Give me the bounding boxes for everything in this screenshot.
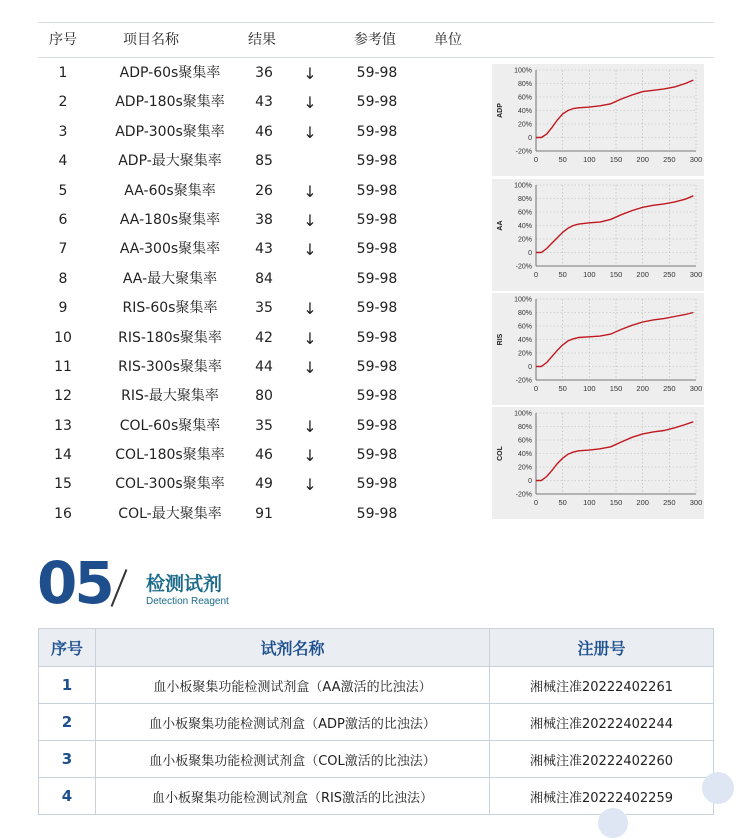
y-tick-label: -20% (515, 377, 532, 385)
result-no: 7 (58, 241, 68, 258)
low-flag-icon: ↓ (303, 64, 317, 83)
reagent-name: 血小板聚集功能检测试剂盒（RIS激活的比浊法） (96, 778, 490, 815)
result-value: 46 (255, 447, 273, 464)
section-subtitle: Detection Reagent (146, 596, 229, 607)
y-tick-label: -20% (515, 263, 532, 271)
result-no: 15 (54, 476, 72, 493)
x-tick-label: 0 (533, 498, 539, 507)
reagent-reg-no: 湘械注准20222402261 (490, 667, 714, 704)
result-name: ADP-60s聚集率 (119, 65, 221, 81)
result-ref: 59-98 (356, 270, 398, 287)
result-value: 36 (255, 65, 273, 81)
x-tick-label: 0 (533, 270, 539, 279)
result-no: 14 (54, 447, 72, 464)
result-name: RIS-最大聚集率 (121, 388, 219, 405)
decor-circle (702, 772, 734, 804)
x-tick-label: 200 (636, 498, 649, 507)
result-value: 35 (255, 417, 273, 434)
result-no: 8 (58, 270, 68, 287)
section-title: 检测试剂 (146, 573, 223, 595)
result-ref: 59-98 (356, 182, 398, 199)
reagent-no: 1 (39, 667, 96, 704)
result-ref: 59-98 (356, 153, 398, 170)
result-name: AA-最大聚集率 (122, 270, 218, 287)
result-value: 42 (255, 329, 273, 346)
x-tick-label: 150 (609, 498, 623, 507)
result-row (38, 382, 488, 411)
low-flag-icon: ↓ (303, 93, 317, 113)
x-tick-label: 50 (558, 155, 567, 164)
reagent-no: 4 (39, 778, 96, 815)
result-name: RIS-300s聚集率 (118, 358, 222, 375)
x-tick-label: 300 (689, 270, 703, 279)
x-tick-label: 250 (663, 384, 676, 393)
low-flag-icon: ↓ (303, 357, 317, 377)
aggregation-chart (492, 179, 704, 291)
result-no: 1 (58, 65, 68, 81)
header-no: 序号 (49, 32, 77, 48)
result-ref: 59-98 (356, 65, 398, 81)
x-tick-label: 150 (609, 155, 623, 164)
result-row (38, 324, 488, 353)
reagent-header-name: 试剂名称 (96, 629, 490, 667)
y-tick-label: 20% (517, 236, 532, 244)
x-tick-label: 50 (558, 498, 567, 507)
x-tick-label: 100 (583, 498, 596, 507)
result-value: 85 (255, 153, 273, 170)
y-tick-label: 0 (528, 250, 532, 257)
y-tick-label: -20% (515, 148, 532, 156)
x-tick-label: 200 (636, 270, 649, 279)
result-value: 44 (255, 358, 273, 375)
decor-circle (598, 808, 628, 838)
y-tick-label: 40% (517, 108, 532, 115)
result-no: 4 (58, 153, 68, 170)
result-ref: 59-98 (356, 329, 398, 346)
result-name: RIS-180s聚集率 (118, 329, 222, 346)
y-tick-label: 100% (514, 67, 532, 75)
y-tick-label: 60% (517, 94, 532, 102)
x-tick-label: 300 (689, 498, 703, 507)
y-tick-label: 60% (517, 437, 532, 445)
result-ref: 59-98 (356, 417, 398, 434)
y-tick-label: 100% (514, 410, 532, 418)
result-row (38, 353, 488, 382)
x-tick-label: 300 (689, 155, 703, 164)
result-no: 2 (58, 94, 68, 111)
y-tick-label: 60% (517, 209, 532, 217)
reagent-name: 血小板聚集功能检测试剂盒（ADP激活的比浊法） (96, 704, 490, 741)
low-flag-icon: ↓ (303, 181, 317, 201)
y-tick-label: 0 (528, 478, 532, 485)
reagent-no: 2 (39, 704, 96, 741)
result-no: 10 (54, 329, 72, 346)
x-tick-label: 200 (636, 155, 649, 164)
x-tick-label: 50 (558, 384, 567, 393)
x-tick-label: 200 (636, 384, 649, 393)
x-tick-label: 50 (558, 270, 567, 279)
result-row (38, 412, 488, 441)
section-divider (111, 569, 128, 607)
y-tick-label: 40% (517, 451, 532, 458)
result-name: ADP-最大聚集率 (118, 153, 222, 170)
result-name: RIS-60s聚集率 (122, 300, 218, 317)
y-axis-label: ADP (497, 103, 504, 118)
reagent-name: 血小板聚集功能检测试剂盒（COL激活的比浊法） (96, 741, 490, 778)
result-ref: 59-98 (356, 211, 398, 228)
y-axis-label: RIS (497, 333, 504, 346)
result-row (38, 470, 488, 499)
result-ref: 59-98 (356, 476, 398, 493)
result-ref: 59-98 (356, 358, 398, 375)
low-flag-icon: ↓ (303, 416, 317, 436)
reagent-reg-no: 湘械注准20222402244 (490, 704, 714, 741)
result-row (38, 177, 488, 206)
result-no: 16 (54, 505, 72, 522)
x-tick-label: 250 (663, 498, 676, 507)
result-no: 13 (54, 417, 72, 434)
series-line (536, 196, 693, 253)
reagent-row (39, 704, 714, 741)
y-tick-label: 40% (517, 223, 532, 230)
x-tick-label: 100 (583, 270, 596, 279)
result-name: AA-60s聚集率 (124, 182, 216, 199)
x-tick-label: 100 (583, 384, 596, 393)
result-name: COL-180s聚集率 (115, 447, 225, 464)
result-ref: 59-98 (356, 241, 398, 258)
low-flag-icon: ↓ (303, 475, 317, 495)
result-value: 80 (255, 388, 273, 405)
reagent-table (38, 628, 714, 815)
low-flag-icon: ↓ (303, 122, 317, 142)
low-flag-icon: ↓ (303, 328, 317, 348)
x-tick-label: 150 (609, 384, 623, 393)
result-row (38, 147, 488, 176)
low-flag-icon: ↓ (303, 210, 317, 230)
series-line (536, 80, 693, 137)
result-ref: 59-98 (356, 505, 398, 522)
reagent-row (39, 667, 714, 704)
result-no: 6 (58, 211, 68, 228)
result-value: 26 (255, 182, 273, 199)
y-tick-label: 0 (528, 364, 532, 371)
reagent-table-header (39, 629, 714, 667)
y-tick-label: 80% (517, 81, 532, 88)
reagent-no: 3 (39, 741, 96, 778)
result-row (38, 294, 488, 323)
result-name: COL-300s聚集率 (115, 476, 225, 493)
result-ref: 59-98 (356, 388, 398, 405)
result-value: 49 (255, 476, 273, 493)
reagent-header-no: 序号 (39, 629, 96, 667)
result-ref: 59-98 (356, 447, 398, 464)
reagent-reg-no: 湘械注准20222402260 (490, 741, 714, 778)
y-tick-label: -20% (515, 491, 532, 499)
y-tick-label: 20% (517, 121, 532, 129)
result-ref: 59-98 (356, 94, 398, 111)
result-value: 35 (255, 300, 273, 317)
result-name: ADP-300s聚集率 (115, 123, 225, 140)
x-tick-label: 150 (609, 270, 623, 279)
x-tick-label: 300 (689, 384, 703, 393)
series-line (536, 422, 693, 481)
result-no: 11 (54, 358, 72, 375)
result-value: 91 (255, 505, 273, 522)
y-tick-label: 80% (517, 310, 532, 317)
y-tick-label: 60% (517, 323, 532, 331)
chart-svg (492, 64, 704, 176)
x-tick-label: 100 (583, 155, 596, 164)
result-no: 12 (54, 388, 72, 405)
x-tick-label: 0 (533, 384, 539, 393)
y-tick-label: 20% (517, 350, 532, 358)
result-value: 46 (255, 123, 273, 140)
y-tick-label: 40% (517, 337, 532, 344)
header-unit: 单位 (434, 32, 462, 48)
result-name: ADP-180s聚集率 (115, 94, 225, 111)
y-tick-label: 100% (514, 182, 532, 190)
chart-svg (492, 179, 704, 291)
y-tick-label: 80% (517, 196, 532, 203)
header-name: 项目名称 (123, 32, 179, 48)
result-value: 84 (255, 270, 273, 287)
result-row (38, 118, 488, 147)
result-row (38, 59, 488, 88)
result-name: COL-60s聚集率 (119, 417, 221, 434)
x-tick-label: 0 (533, 155, 539, 164)
aggregation-chart (492, 64, 704, 176)
reagent-name: 血小板聚集功能检测试剂盒（AA激活的比浊法） (96, 667, 490, 704)
aggregation-chart (492, 407, 704, 519)
y-tick-label: 100% (514, 296, 532, 304)
result-name: COL-最大聚集率 (118, 505, 222, 522)
low-flag-icon: ↓ (303, 299, 317, 319)
x-tick-label: 250 (663, 270, 676, 279)
header-result: 结果 (248, 32, 276, 48)
result-ref: 59-98 (356, 300, 398, 317)
result-value: 38 (255, 211, 273, 228)
y-tick-label: 80% (517, 424, 532, 431)
low-flag-icon: ↓ (303, 446, 317, 466)
reagent-header-reg: 注册号 (490, 629, 714, 667)
result-name: AA-300s聚集率 (119, 241, 221, 258)
results-header (38, 22, 714, 58)
results-list (38, 59, 488, 529)
result-row (38, 441, 488, 470)
result-row (38, 265, 488, 294)
reagent-row (39, 741, 714, 778)
result-row (38, 88, 488, 117)
result-name: AA-180s聚集率 (119, 211, 221, 228)
x-tick-label: 250 (663, 155, 676, 164)
result-no: 9 (58, 300, 68, 317)
header-ref: 参考值 (354, 32, 396, 48)
chart-svg (492, 407, 704, 519)
chart-svg (492, 293, 704, 405)
result-row (38, 206, 488, 235)
reagent-reg-no: 湘械注准20222402259 (490, 778, 714, 815)
y-axis-label: COL (497, 446, 504, 461)
low-flag-icon: ↓ (303, 240, 317, 260)
y-axis-label: AA (497, 220, 504, 231)
y-tick-label: 20% (517, 464, 532, 472)
result-row (38, 235, 488, 264)
aggregation-chart (492, 293, 704, 405)
result-row (38, 500, 488, 529)
result-no: 5 (58, 182, 68, 199)
result-ref: 59-98 (356, 123, 398, 140)
result-value: 43 (255, 94, 273, 111)
section-number: 05 (37, 549, 112, 617)
result-no: 3 (58, 123, 68, 140)
result-value: 43 (255, 241, 273, 258)
y-tick-label: 0 (528, 135, 532, 142)
